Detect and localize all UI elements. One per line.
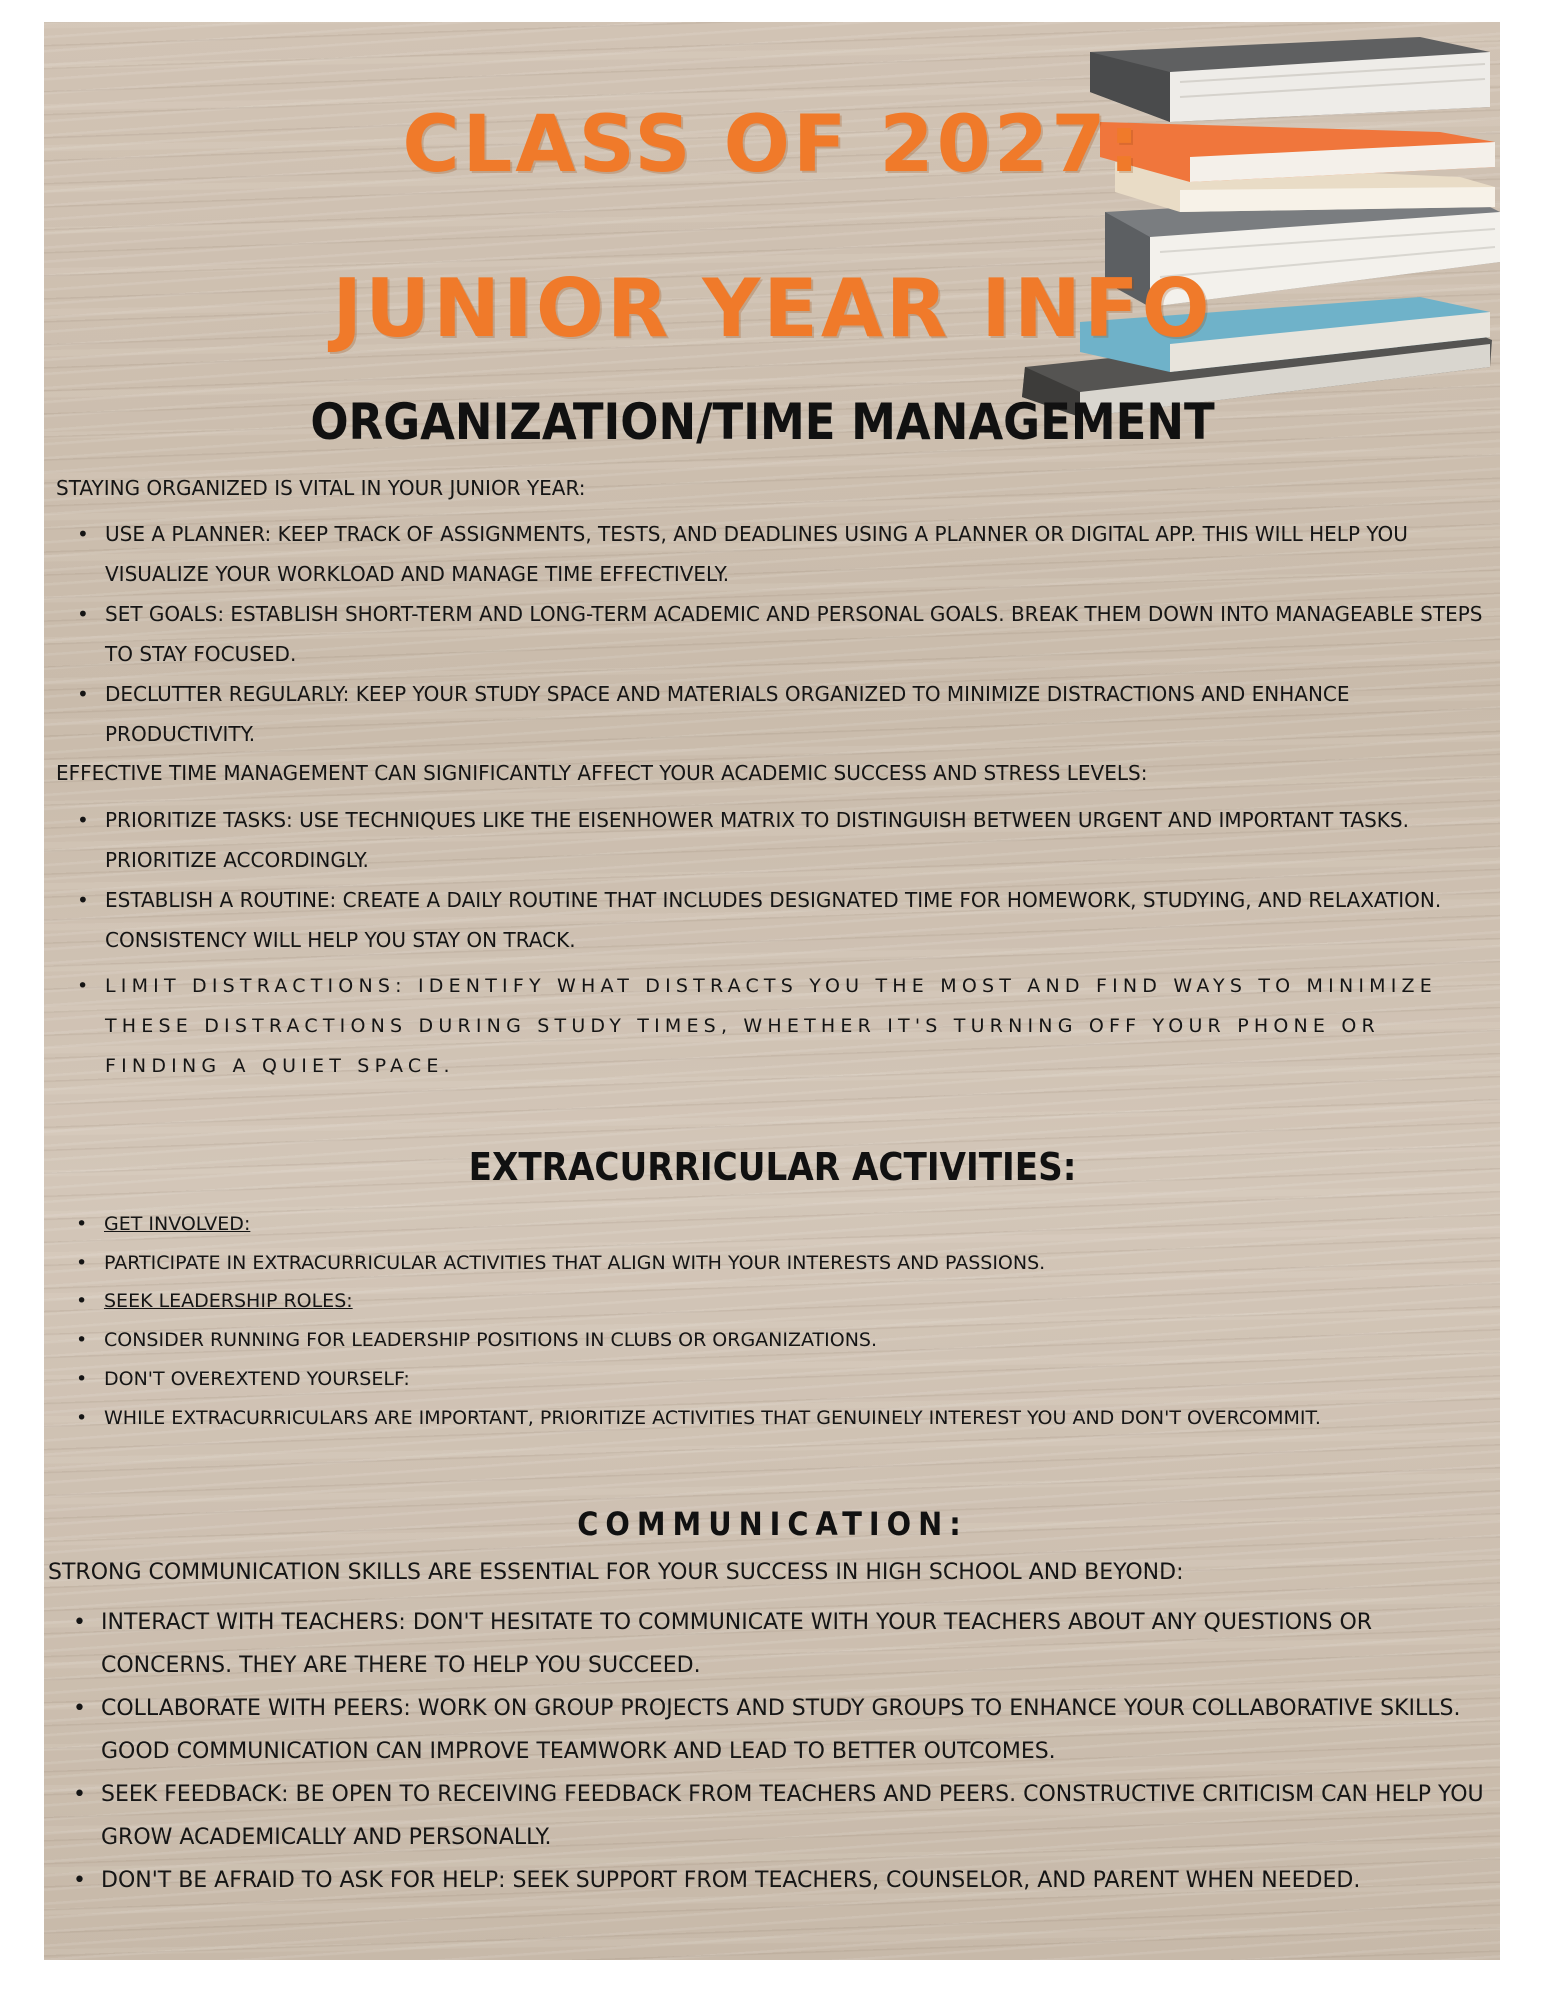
- organization-list: [105, 514, 1485, 754]
- list-item: • CONSIDER RUNNING FOR LEADERSHIP POSITIONS IN CLUBS OR ORGANIZATIONS.: [104, 1321, 1484, 1360]
- communication-intro: STRONG COMMUNICATION SKILLS ARE ESSENTIAL FOR YOUR SUCCESS IN HIGH SCHOOL AND BEYOND:: [48, 1560, 1184, 1585]
- book-stack-icon: [1020, 22, 1500, 422]
- list-item: • COLLABORATE WITH PEERS: WORK ON GROUP PROJECTS AND STUDY GROUPS TO ENHANCE YOUR COLLABORATIVE SKILLS. GOOD COMMUNICATION CAN IMPROVE TEAMWORK AND LEAD TO BETTER OUTCOMES.: [101, 1687, 1496, 1773]
- list-item: • DON'T BE AFRAID TO ASK FOR HELP: SEEK SUPPORT FROM TEACHERS, COUNSELOR, AND PARENT WHEN NEEDED.: [101, 1859, 1496, 1902]
- distractions-list: [105, 966, 1485, 1086]
- list-item: • SET GOALS: ESTABLISH SHORT-TERM AND LONG-TERM ACADEMIC AND PERSONAL GOALS. BREAK THEM DOWN INTO MANAGEABLE STEPS TO STAY FOCUSED.: [105, 594, 1485, 674]
- list-item: • SEEK FEEDBACK: BE OPEN TO RECEIVING FEEDBACK FROM TEACHERS AND PEERS. CONSTRUCTIVE CRITICISM CAN HELP YOU GROW ACADEMICALLY AND PERSONALLY.: [101, 1773, 1496, 1859]
- list-item: • DON'T OVEREXTEND YOURSELF:: [104, 1360, 1484, 1399]
- organization-intro: STAYING ORGANIZED IS VITAL IN YOUR JUNIOR YEAR:: [56, 476, 586, 500]
- list-item: • WHILE EXTRACURRICULARS ARE IMPORTANT, PRIORITIZE ACTIVITIES THAT GENUINELY INTEREST YOU AND DON'T OVERCOMMIT.: [104, 1399, 1484, 1438]
- list-item: • ESTABLISH A ROUTINE: CREATE A DAILY ROUTINE THAT INCLUDES DESIGNATED TIME FOR HOMEWORK, STUDYING, AND RELAXATION. CONSISTENCY WILL HELP YOU STAY ON TRACK.: [105, 880, 1485, 960]
- list-item: • PRIORITIZE TASKS: USE TECHNIQUES LIKE THE EISENHOWER MATRIX TO DISTINGUISH BETWEEN URGENT AND IMPORTANT TASKS. PRIORITIZE ACCORDINGLY.: [105, 800, 1485, 880]
- time-management-list: [105, 800, 1485, 960]
- list-item-label: GET INVOLVED:: [104, 1213, 251, 1235]
- list-item: [104, 1205, 1484, 1244]
- list-item-label: SEEK LEADERSHIP ROLES:: [104, 1290, 353, 1313]
- communication-list: [101, 1601, 1496, 1902]
- title-line-1: CLASS OF 2027:: [402, 100, 1143, 190]
- list-item: • PARTICIPATE IN EXTRACURRICULAR ACTIVITIES THAT ALIGN WITH YOUR INTERESTS AND PASSIONS.: [104, 1244, 1484, 1283]
- list-item: • INTERACT WITH TEACHERS: DON'T HESITATE TO COMMUNICATE WITH YOUR TEACHERS ABOUT ANY QUESTIONS OR CONCERNS. THEY ARE THERE TO HELP YOU SUCCEED.: [101, 1601, 1496, 1687]
- extracurricular-list: [104, 1205, 1484, 1437]
- list-item: [104, 1282, 1484, 1321]
- extracurricular-heading: EXTRACURRICULAR ACTIVITIES:: [468, 1145, 1077, 1189]
- title-line-2: JUNIOR YEAR INFO: [332, 262, 1213, 355]
- list-item: • USE A PLANNER: KEEP TRACK OF ASSIGNMENTS, TESTS, AND DEADLINES USING A PLANNER OR DIGITAL APP. THIS WILL HELP YOU VISUALIZE YOUR WORKLOAD AND MANAGE TIME EFFECTIVELY.: [105, 514, 1485, 594]
- communication-heading: COMMUNICATION:: [577, 1505, 968, 1543]
- list-item: • DECLUTTER REGULARLY: KEEP YOUR STUDY SPACE AND MATERIALS ORGANIZED TO MINIMIZE DISTRACTIONS AND ENHANCE PRODUCTIVITY.: [105, 674, 1485, 754]
- organization-heading: ORGANIZATION/TIME MANAGEMENT: [310, 393, 1215, 451]
- time-management-intro: EFFECTIVE TIME MANAGEMENT CAN SIGNIFICANTLY AFFECT YOUR ACADEMIC SUCCESS AND STRESS LEVELS:: [56, 761, 1148, 785]
- list-item: • LIMIT DISTRACTIONS: IDENTIFY WHAT DISTRACTS YOU THE MOST AND FIND WAYS TO MINIMIZE THESE DISTRACTIONS DURING STUDY TIMES, WHETHER IT'S TURNING OFF YOUR PHONE OR FINDING A QUIET SPACE.: [105, 966, 1485, 1086]
